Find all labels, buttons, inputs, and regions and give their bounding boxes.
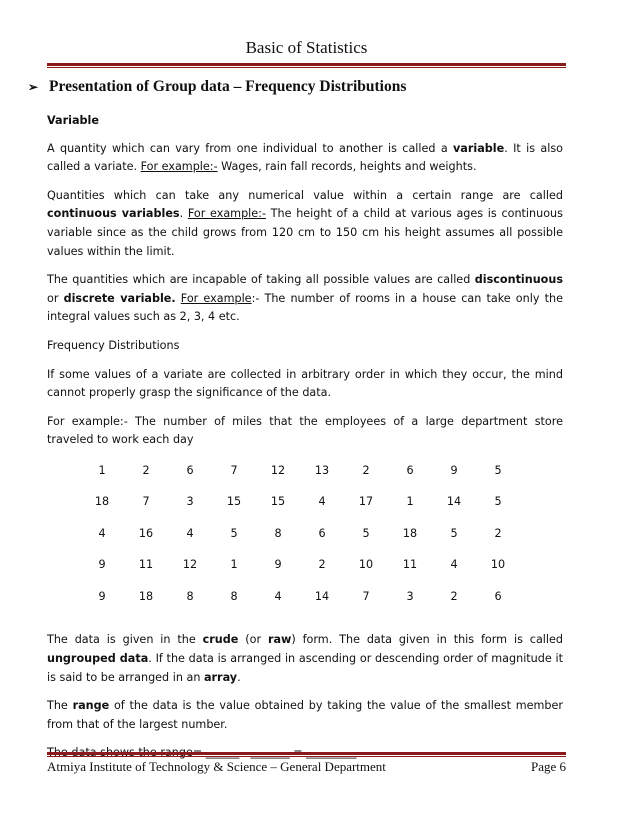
table-cell: 1 bbox=[230, 558, 238, 572]
crude-data-paragraph: The data is given in the crude (or raw) form. The data given in this form is called ungrouped data. If the data is arranged in ascending or descending order of magnitude it is said to be arranged in an array. bbox=[47, 633, 564, 684]
table-cell: 9 bbox=[450, 463, 458, 477]
table-cell: 2 bbox=[362, 463, 370, 477]
page-content bbox=[47, 112, 563, 773]
table-row bbox=[80, 525, 520, 557]
table-cell: 8 bbox=[274, 526, 282, 540]
footer-rule bbox=[47, 752, 566, 755]
table-row bbox=[80, 462, 520, 494]
table-cell: 4 bbox=[186, 526, 194, 540]
section-title: Presentation of Group data – Frequency Distributions bbox=[49, 78, 407, 95]
table-cell: 6 bbox=[186, 463, 194, 477]
table-cell: 18 bbox=[402, 526, 418, 540]
table-cell: 6 bbox=[318, 526, 326, 540]
table-cell: 5 bbox=[230, 526, 238, 540]
table-cell: 4 bbox=[450, 558, 458, 572]
table-cell: 7 bbox=[230, 463, 238, 477]
frequency-heading: Frequency Distributions bbox=[47, 338, 180, 352]
table-cell: 14 bbox=[314, 589, 330, 603]
variable-paragraph-3: The quantities which are incapable of taking all possible values are called discontinuous or discrete variable. For example:- The number of rooms in a house can take only the integral values such as 2, 3, 4 etc. bbox=[47, 273, 563, 324]
arrow-bullet-icon: ➢ bbox=[28, 79, 39, 94]
table-cell: 5 bbox=[450, 526, 458, 540]
table-cell: 2 bbox=[450, 589, 458, 603]
table-cell: 6 bbox=[406, 463, 414, 477]
variable-heading: Variable bbox=[47, 114, 99, 127]
table-cell: 9 bbox=[274, 558, 282, 572]
table-cell: 10 bbox=[490, 558, 506, 572]
footer-page-number: Page 6 bbox=[530, 759, 566, 774]
table-cell: 6 bbox=[494, 589, 502, 603]
table-cell: 8 bbox=[186, 589, 194, 603]
variable-paragraph-2: Quantities which can take any numerical value within a certain range are called continuous variables. For example:- The height of a child at various ages is continuous variable since as the child grows from 120 cm to 150 cm his height assumes all possible values within the limit. bbox=[47, 188, 563, 258]
variable-paragraph-1: A quantity which can vary from one individual to another is called a variable. It is also called a variate. For example:- Wages, rain fall records, heights and weights. bbox=[47, 141, 563, 174]
table-cell: 3 bbox=[406, 589, 414, 603]
header-rule bbox=[47, 63, 566, 66]
table-row bbox=[80, 588, 520, 620]
frequency-paragraph-2: For example:- The number of miles that the employees of a large department store traveled to work each day bbox=[47, 414, 563, 447]
table-cell: 1 bbox=[98, 463, 106, 477]
table-cell: 8 bbox=[230, 589, 238, 603]
page-header-title: Basic of Statistics bbox=[245, 38, 368, 57]
table-cell: 16 bbox=[138, 526, 154, 540]
table-cell: 4 bbox=[274, 589, 282, 603]
table-cell: 9 bbox=[98, 558, 106, 572]
table-cell: 14 bbox=[446, 495, 462, 509]
table-cell: 7 bbox=[362, 589, 370, 603]
table-cell: 4 bbox=[98, 526, 106, 540]
table-cell: 12 bbox=[270, 463, 286, 477]
table-cell: 2 bbox=[318, 558, 326, 572]
table-cell: 3 bbox=[186, 495, 194, 509]
table-cell: 2 bbox=[494, 526, 502, 540]
page-footer bbox=[47, 759, 566, 775]
table-cell: 12 bbox=[182, 558, 198, 572]
table-cell: 18 bbox=[94, 495, 110, 509]
frequency-paragraph-1: If some values of a variate are collected in arbitrary order in which they occur, the mind cannot properly grasp the significance of the data. bbox=[47, 367, 563, 400]
table-cell: 18 bbox=[138, 589, 154, 603]
table-row bbox=[80, 493, 520, 525]
table-cell: 15 bbox=[226, 495, 242, 509]
table-cell: 5 bbox=[362, 526, 370, 540]
table-cell: 13 bbox=[314, 463, 330, 477]
table-cell: 10 bbox=[358, 558, 374, 572]
raw-data-table bbox=[80, 462, 520, 620]
table-row bbox=[80, 556, 520, 588]
table-cell: 11 bbox=[138, 558, 154, 572]
table-cell: 11 bbox=[402, 558, 418, 572]
table-cell: 1 bbox=[406, 495, 414, 509]
table-cell: 4 bbox=[318, 495, 326, 509]
footer-institute: Atmiya Institute of Technology & Science – General Department bbox=[47, 759, 386, 774]
table-cell: 9 bbox=[98, 589, 106, 603]
table-cell: 15 bbox=[270, 495, 286, 509]
section-heading bbox=[28, 78, 588, 96]
table-cell: 5 bbox=[494, 495, 502, 509]
range-paragraph: The range of the data is the value obtained by taking the value of the smallest member from that of the largest number. bbox=[47, 699, 563, 731]
table-cell: 7 bbox=[142, 495, 150, 509]
table-cell: 2 bbox=[142, 463, 150, 477]
table-cell: 17 bbox=[358, 495, 374, 509]
table-cell: 5 bbox=[494, 463, 502, 477]
